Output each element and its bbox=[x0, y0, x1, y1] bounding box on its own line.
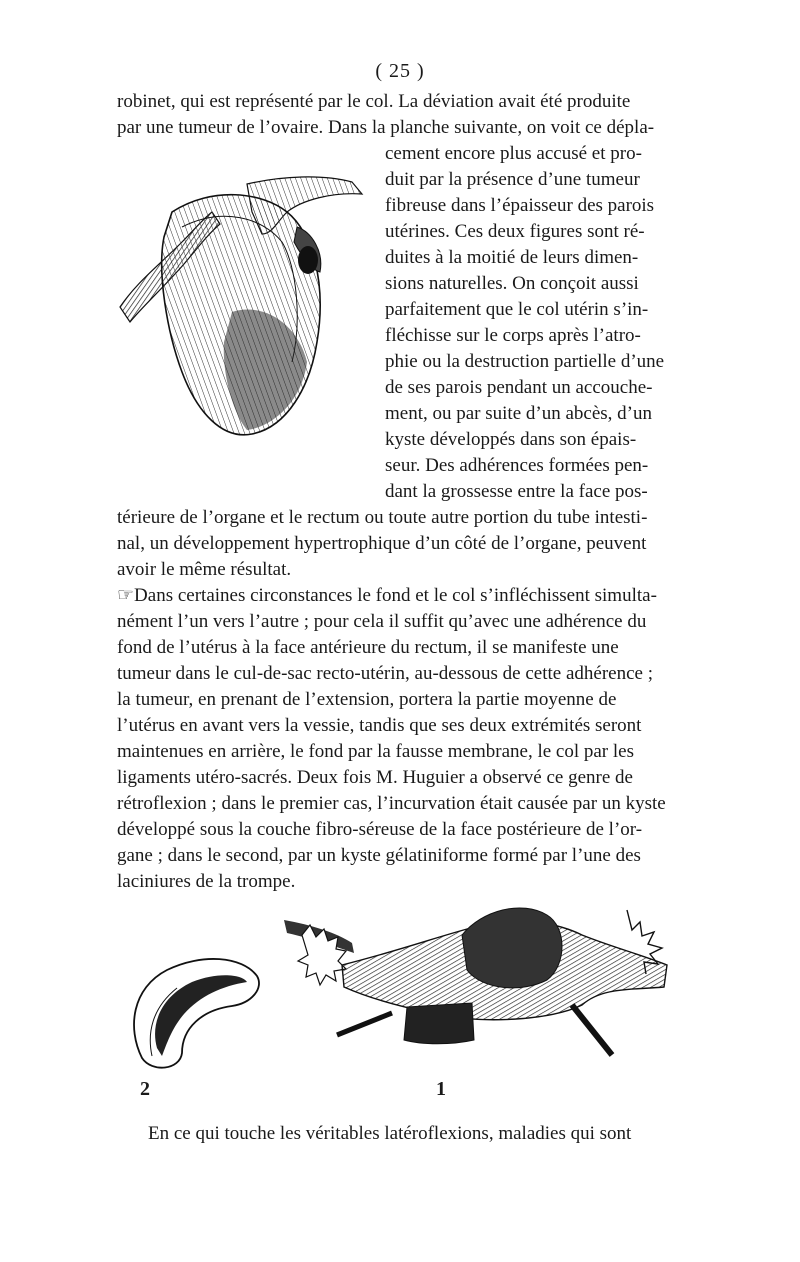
figure-2-label: 2 bbox=[140, 1078, 150, 1100]
paragraph-start: Dans certaines circonstances le fond et le col s’infléchissent simulta- bbox=[134, 585, 657, 606]
text-line: ligaments utéro-sacrés. Deux fois M. Huguier a observé ce genre de bbox=[117, 767, 633, 788]
text-line: nément l’un vers l’autre ; pour cela il suffit qu’avec une adhérence du bbox=[117, 611, 647, 632]
text-line: dant la grossesse entre la face pos- bbox=[385, 481, 648, 502]
pointing-hand-icon: ☞ bbox=[117, 585, 135, 606]
text-line: ment, ou par suite d’un abcès, d’un bbox=[385, 403, 652, 424]
text-line: rétroflexion ; dans le premier cas, l’incurvation était causée par un kyste bbox=[117, 793, 666, 814]
bottom-text-line: En ce qui touche les véritables latéroflexions, maladies qui sont bbox=[148, 1123, 632, 1144]
text-line: phie ou la destruction partielle d’une bbox=[385, 351, 665, 372]
text-line: fléchisse sur le corps après l’atro- bbox=[385, 325, 641, 346]
text-line: avoir le même résultat. bbox=[117, 559, 292, 580]
figure-uterus-retroflexion-top bbox=[112, 172, 384, 444]
text-line: gane ; dans le second, par un kyste gélatiniforme formé par l’une des bbox=[117, 845, 641, 866]
text-line: laciniures de la trompe. bbox=[117, 871, 296, 892]
text-line: cement encore plus accusé et pro- bbox=[385, 143, 642, 164]
text-line bbox=[117, 584, 657, 608]
figure-2-section bbox=[122, 948, 282, 1078]
figure-1-label: 1 bbox=[436, 1078, 446, 1100]
text-line: fond de l’utérus à la face antérieure du rectum, il se manifeste une bbox=[117, 637, 619, 658]
text-line: maintenues en arrière, le fond par la fausse membrane, le col par les bbox=[117, 741, 634, 762]
text-line: utérines. Ces deux figures sont ré- bbox=[385, 221, 645, 242]
text-line: tumeur dans le cul-de-sac recto-utérin, au-dessous de cette adhérence ; bbox=[117, 663, 653, 684]
text-line: l’utérus en avant vers la vessie, tandis que ses deux extrémités seront bbox=[117, 715, 642, 736]
text-line: nal, un développement hypertrophique d’un côté de l’organe, peuvent bbox=[117, 533, 647, 554]
text-line: développé sous la couche fibro-séreuse de la face postérieure de l’or- bbox=[117, 819, 643, 840]
text-line: la tumeur, en prenant de l’extension, portera la partie moyenne de bbox=[117, 689, 617, 710]
text-line: duites à la moitié de leurs dimen- bbox=[385, 247, 639, 268]
text-line: parfaitement que le col utérin s’in- bbox=[385, 299, 649, 320]
figure-1-uterus-with-annexes bbox=[282, 895, 672, 1060]
text-line: seur. Des adhérences formées pen- bbox=[385, 455, 649, 476]
page-number: ( 25 ) bbox=[375, 60, 425, 82]
text-line: fibreuse dans l’épaisseur des parois bbox=[385, 195, 655, 216]
text-line: de ses parois pendant un accouche- bbox=[385, 377, 653, 398]
text-line: par une tumeur de l’ovaire. Dans la planche suivante, on voit ce dépla- bbox=[117, 117, 655, 138]
text-line: duit par la présence d’une tumeur bbox=[385, 169, 640, 190]
text-line: robinet, qui est représenté par le col. La déviation avait été produite bbox=[117, 91, 631, 112]
text-line: sions naturelles. On conçoit aussi bbox=[385, 273, 639, 294]
text-line: kyste développés dans son épais- bbox=[385, 429, 637, 450]
text-line: térieure de l’organe et le rectum ou toute autre portion du tube intesti- bbox=[117, 507, 648, 528]
